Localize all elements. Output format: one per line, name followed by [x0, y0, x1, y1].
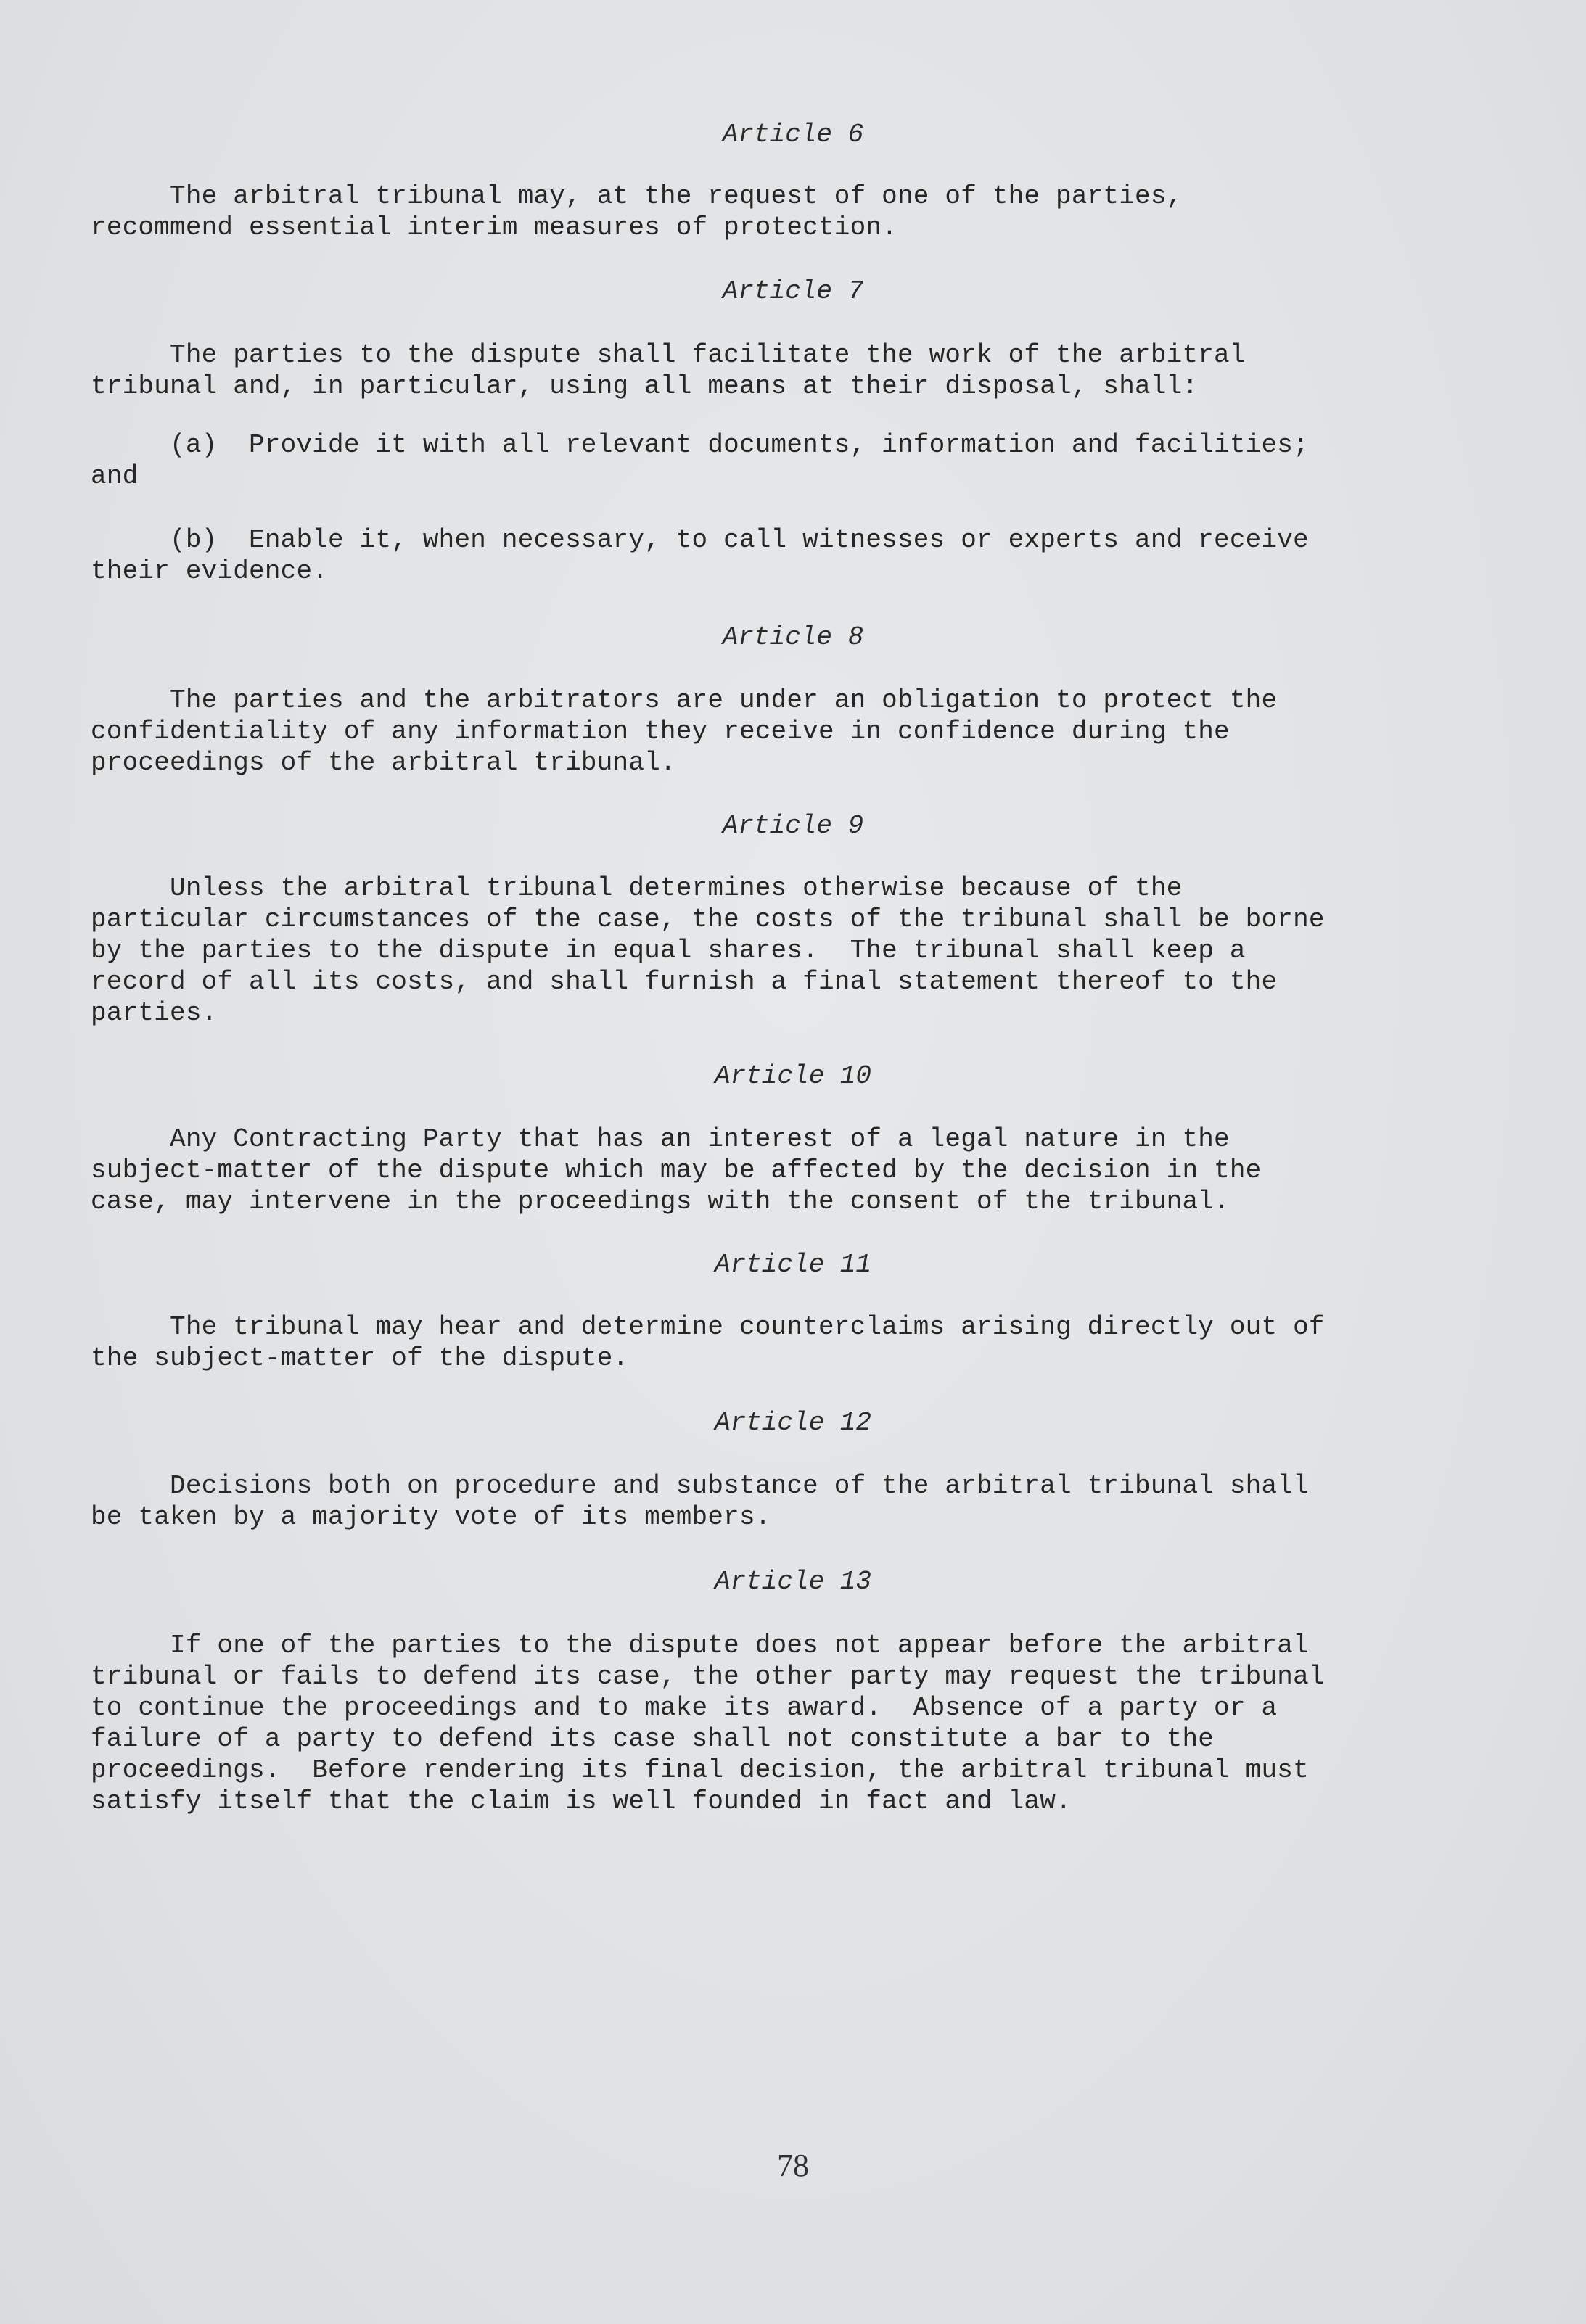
article-9-heading: Article 9	[722, 811, 864, 841]
article-8-body: The parties and the arbitrators are under an obligation to protect the confidentiality of any information they receive in confidence during the proceedings of the arbitral tribunal.	[91, 685, 1278, 778]
article-6-body: The arbitral tribunal may, at the request of one of the parties, recommend essential interim measures of protection.	[91, 181, 1183, 242]
article-11-body: The tribunal may hear and determine counterclaims arising directly out of the subject-matter of the dispute.	[91, 1312, 1325, 1373]
article-7-item-b: (b) Enable it, when necessary, to call witnesses or experts and receive their evidence.	[91, 525, 1309, 586]
article-13-heading: Article 13	[714, 1567, 872, 1596]
article-7-heading: Article 7	[722, 276, 864, 306]
article-7-body: The parties to the dispute shall facilitate the work of the arbitral tribunal and, in particular, using all means at their disposal, shall:	[91, 340, 1246, 401]
article-7-item-a: (a) Provide it with all relevant documents, information and facilities; and	[91, 430, 1309, 491]
article-11-heading: Article 11	[714, 1250, 872, 1280]
article-6-heading: Article 6	[722, 120, 864, 149]
article-12-body: Decisions both on procedure and substance of the arbitral tribunal shall be taken by a majority vote of its members.	[91, 1471, 1309, 1532]
article-10-body: Any Contracting Party that has an interest of a legal nature in the subject-matter of the dispute which may be affected by the decision in the case, may intervene in the proceedings with the consent of the tribunal.	[91, 1124, 1262, 1216]
article-10-heading: Article 10	[714, 1061, 872, 1091]
article-8-heading: Article 8	[722, 622, 864, 652]
page-number: 78	[777, 2148, 809, 2183]
article-9-body: Unless the arbitral tribunal determines otherwise because of the particular circumstances of the case, the costs of the tribunal shall be borne by the parties to the dispute in equal shares. The tribunal shall keep a record of all its costs, and shall furnish a final statement thereof to the parties.	[91, 873, 1325, 1028]
article-12-heading: Article 12	[714, 1408, 872, 1438]
article-13-body: If one of the parties to the dispute does not appear before the arbitral tribunal or fails to defend its case, the other party may request the tribunal to continue the proceedings and to make its award. Absence of a party or a failure of a party to defend its case shall not constitute a bar to the proceedings. Before rendering its final decision, the arbitral tribunal must satisfy itself that the claim is well founded in fact and law.	[91, 1631, 1325, 1816]
